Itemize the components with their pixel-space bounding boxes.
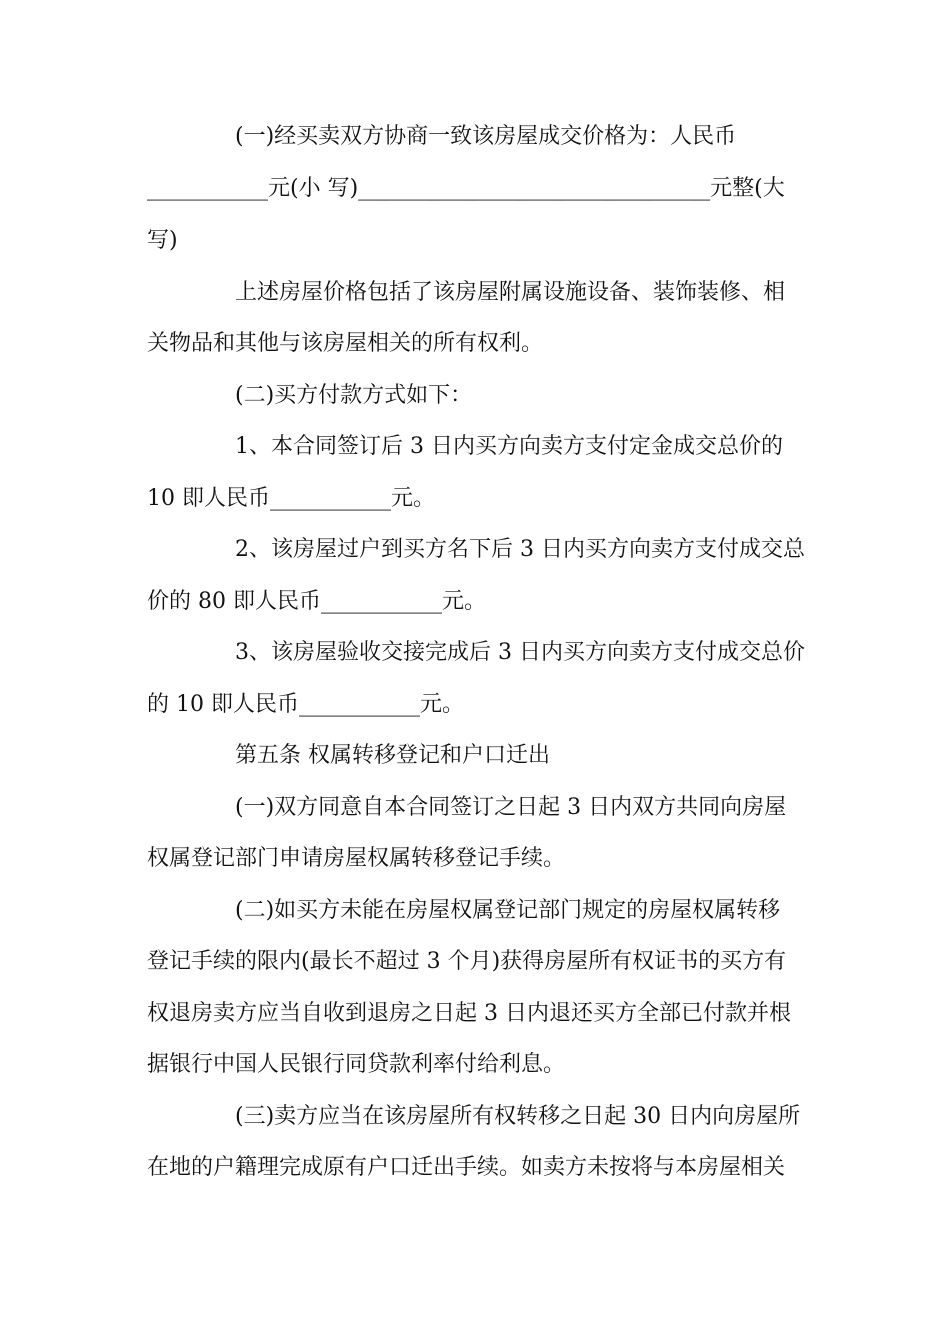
text-line: (三)卖方应当在该房屋所有权转移之日起 30 日内向房屋所 — [235, 1104, 801, 1129]
section-heading: 第五条 权属转移登记和户口迁出 — [235, 743, 550, 768]
text-line: 写) — [147, 228, 178, 253]
text-line: 的 10 即人民币___________元。 — [147, 692, 464, 717]
text-line: ___________元(小 写)________________________________元整(大 — [147, 176, 785, 201]
text-line: 登记手续的限内(最长不超过 3 个月)获得房屋所有权证书的买方有 — [147, 949, 787, 974]
text-line: 价的 80 即人民币___________元。 — [147, 589, 486, 614]
text-line: 上述房屋价格包括了该房屋附属设施设备、装饰装修、相 — [235, 280, 786, 305]
text-line: 1、本合同签订后 3 日内买方向卖方支付定金成交总价的 — [235, 434, 783, 459]
text-line: (一)经买卖双方协商一致该房屋成交价格为：人民币 — [235, 124, 737, 149]
text-line: 权退房卖方应当自收到退房之日起 3 日内退还买方全部已付款并根 — [147, 1001, 791, 1026]
text-line: 2、该房屋过户到买方名下后 3 日内买方向卖方支付成交总 — [235, 537, 805, 562]
text-line: 10 即人民币___________元。 — [147, 486, 435, 511]
text-line: 据银行中国人民银行同贷款利率付给利息。 — [147, 1052, 566, 1077]
text-line: (二)买方付款方式如下： — [235, 383, 473, 408]
text-line: (一)双方同意自本合同签订之日起 3 日内双方共同向房屋 — [235, 795, 787, 820]
text-line: 3、该房屋验收交接完成后 3 日内买方向卖方支付成交总价 — [235, 640, 805, 665]
text-line: 在地的户籍理完成原有户口迁出手续。如卖方未按将与本房屋相关 — [147, 1155, 786, 1180]
text-line: 权属登记部门申请房屋权属转移登记手续。 — [147, 846, 566, 871]
text-line: 关物品和其他与该房屋相关的所有权利。 — [147, 331, 544, 356]
text-line: (二)如买方未能在房屋权属登记部门规定的房屋权属转移 — [235, 898, 781, 923]
